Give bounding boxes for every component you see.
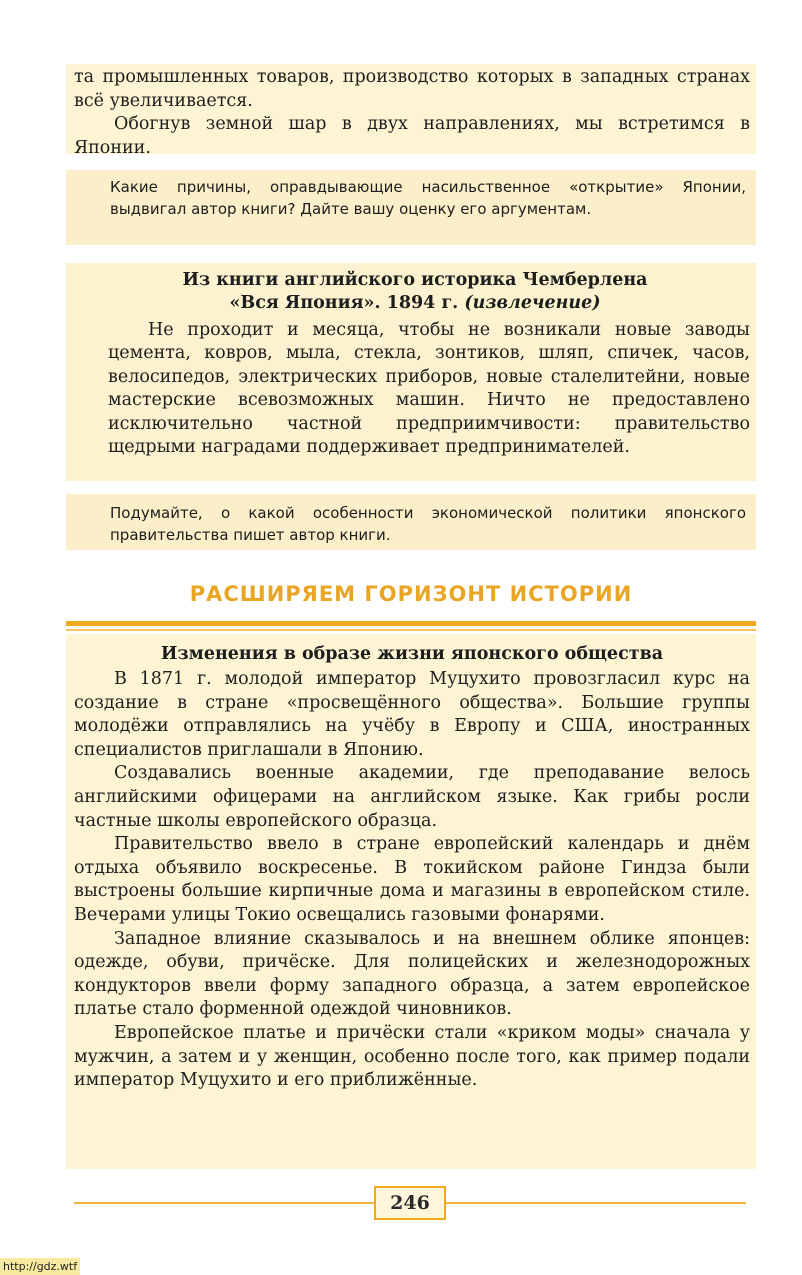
section-divider-thick (66, 621, 756, 626)
article-paragraph-4: Западное влияние сказывалось и на внешнем облике японцев: одежде, обуви, причёске. Для полицейских и железнодорожных кондукторов ввели форму западного образца, а затем европейское платье стало форменной одеждой чиновников. (74, 928, 750, 1020)
section-heading: РАСШИРЯЕМ ГОРИЗОНТ ИСТОРИИ (189, 582, 633, 606)
source-title-line-1: Из книги английского историка Чемберлена (182, 270, 648, 290)
intro-paragraph-1: та промышленных товаров, производство которых в западных странах всё увеличивается. (74, 67, 750, 111)
page-number: 246 (374, 1186, 446, 1220)
article-block (66, 634, 756, 1169)
section-divider-thin (66, 629, 756, 631)
intro-text-block (66, 64, 756, 158)
footer-rule-right (446, 1202, 746, 1204)
footer-rule-left (74, 1202, 374, 1204)
watermark-link[interactable]: http://gdz.wtf (0, 1258, 80, 1275)
question-box-2 (66, 494, 756, 550)
article-title: Изменения в образе жизни японского общества (160, 644, 664, 664)
article-paragraph-1: В 1871 г. молодой император Муцухито провозгласил курс на создание в стране «просвещённого общества». Большие группы молодёжи отправлялись на учёбу в Европу и США, иностранных специалистов приглашали в Японию. (74, 669, 750, 760)
source-excerpt-block (66, 263, 756, 481)
intro-paragraph-2: Обогнув земной шар в двух направлениях, мы встретимся в Японии. (74, 114, 750, 158)
question-2-text: Подумайте, о какой особенности экономической политики японского правительства пишет автор книги. (110, 504, 746, 544)
article-paragraph-3: Правительство ввело в стране европейский календарь и днём отдыха объявило воскресенье. В токийском районе Гиндза были выстроены большие кирпичные дома и магазины в европейском стиле. Вечерами улицы Токио освещались газовыми фонарями. (74, 834, 750, 925)
question-box-1 (66, 170, 756, 245)
article-paragraph-2: Создавались военные академии, где преподавание велось английскими офицерами на английском языке. Как грибы росли частные школы европейского образца. (74, 763, 750, 831)
source-title-line-2: «Вся Япония». 1894 г. (229, 293, 459, 313)
source-body: Не проходит и месяца, чтобы не возникали новые заводы цемента, ковров, мыла, стекла, зонтиков, шляп, спичек, часов, велосипедов, электрических приборов, новые сталелитейни, новые мастерские всевозможных машин. Ничто не предоставлено исключительно частной предприимчивости: правительство щедрыми наградами поддерживает предпринимателей. (108, 320, 750, 458)
source-title (110, 269, 750, 315)
article-paragraph-5: Европейское платье и причёски стали «криком моды» сначала у мужчин, а затем и у женщин, особенно после того, как пример подали император Муцухито и его приближённые. (74, 1022, 750, 1091)
source-title-note: (извлечение) (464, 293, 601, 313)
question-1-text: Какие причины, оправдывающие насильственное «открытие» Японии, выдвигал автор книги? Дайте вашу оценку его аргументам. (110, 178, 746, 218)
